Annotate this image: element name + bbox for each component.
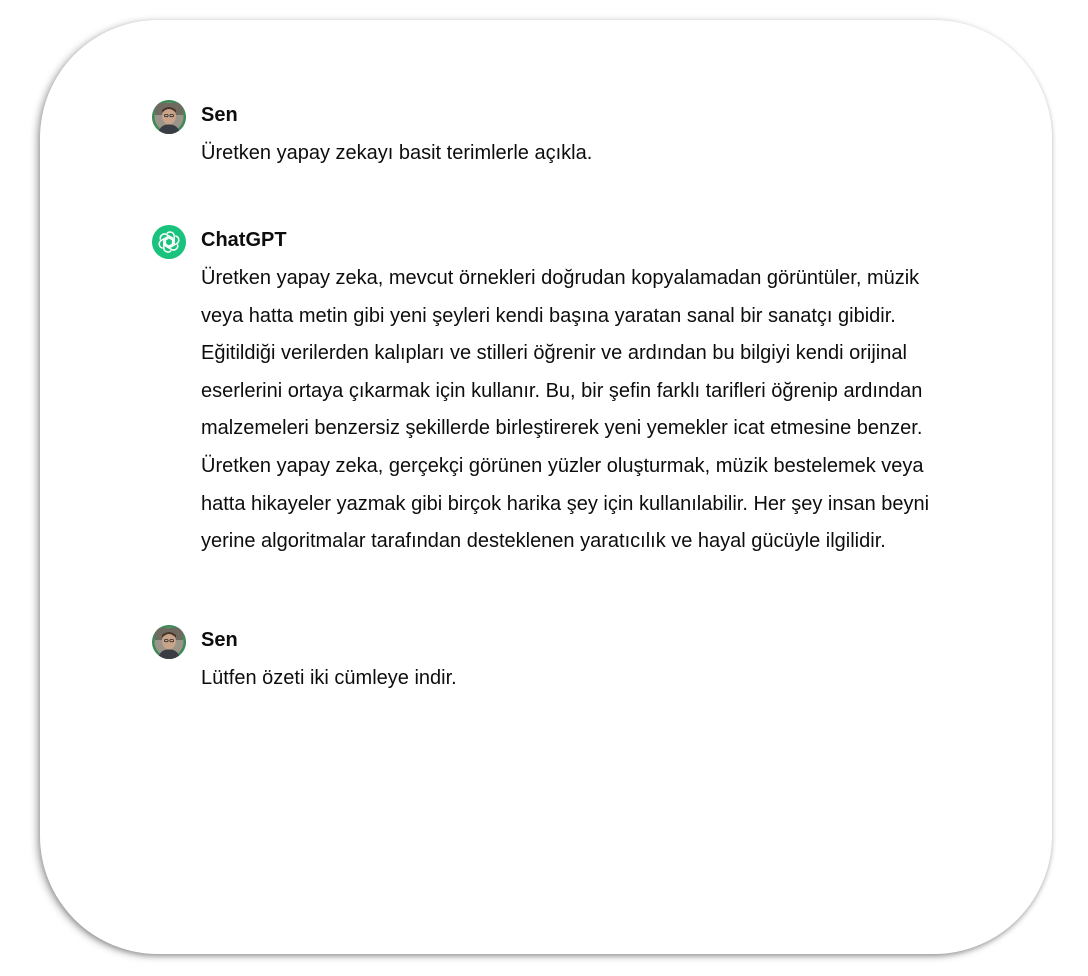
message-line: Lütfen özeti iki cümleye indir. (201, 667, 457, 689)
message-line: malzemeleri benzersiz şekillerde birleştirerek yeni yemekler icat etmesine benzer. (201, 417, 923, 440)
chat-card (40, 20, 1052, 954)
message-line: Üretken yapay zeka, gerçekçi görünen yüzler oluşturmak, müzik bestelemek veya (201, 454, 924, 477)
message-text (201, 660, 1011, 698)
user-photo-icon (152, 625, 186, 659)
author-name: Sen (201, 104, 238, 126)
message-text (201, 135, 1011, 173)
message-line: yerine algoritmalar tarafından desteklenen yaratıcılık ve hayal gücüyle ilgilidir. (201, 530, 886, 553)
message-line: Üretken yapay zeka, mevcut örnekleri doğrudan kopyalamadan görüntüler, müzik (201, 267, 920, 289)
openai-logo-icon (152, 225, 186, 259)
message-text (201, 260, 1011, 561)
message-line: Eğitildiği verilerden kalıpları ve stilleri öğrenir ve ardından bu bilgiyi kendi orijinal (201, 342, 907, 365)
message-line: Üretken yapay zekayı basit terimlerle açıkla. (201, 142, 593, 164)
message-line: eserlerini ortaya çıkarmak için kullanır. Bu, bir şefin farklı tarifleri öğrenip ardından (201, 379, 923, 402)
user-avatar (152, 625, 186, 659)
message-line: veya hatta metin gibi yeni şeyleri kendi başına yaratan sanal bir sanatçı gibidir. (201, 304, 896, 327)
message-line: hatta hikayeler yazmak gibi birçok harika şey için kullanılabilir. Her şey insan beyni (201, 492, 930, 515)
user-photo-icon (152, 100, 186, 134)
author-name: ChatGPT (201, 229, 287, 251)
assistant-avatar (152, 225, 186, 259)
user-avatar (152, 100, 186, 134)
author-name: Sen (201, 629, 238, 651)
